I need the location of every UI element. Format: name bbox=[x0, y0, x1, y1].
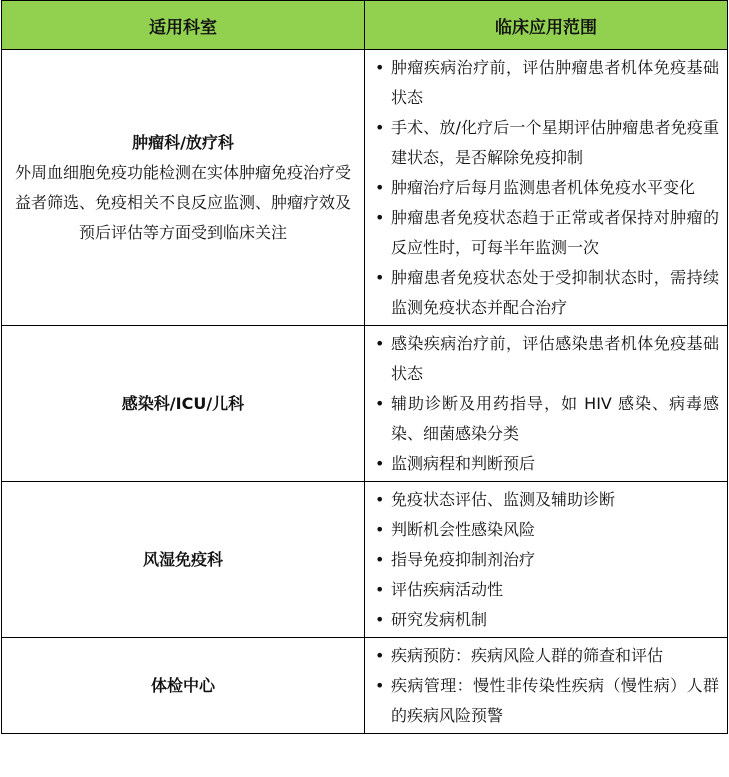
scope-item: • 肿瘤患者免疫状态处于受抑制状态时，需持续监测免疫状态并配合治疗 bbox=[373, 263, 719, 323]
department-cell bbox=[2, 638, 365, 734]
scope-item: • 评估疾病活动性 bbox=[373, 575, 719, 605]
department-cell bbox=[2, 50, 365, 326]
department-name: 体检中心 bbox=[150, 675, 215, 695]
scope-cell bbox=[365, 638, 728, 734]
scope-item: • 研究发病机制 bbox=[373, 605, 719, 635]
scope-item: • 免疫状态评估、监测及辅助诊断 bbox=[373, 485, 719, 515]
scope-cell bbox=[365, 326, 728, 482]
table-row bbox=[2, 50, 728, 326]
scope-list bbox=[373, 329, 719, 479]
scope-item: • 感染疾病治疗前，评估感染患者机体免疫基础状态 bbox=[373, 329, 719, 389]
scope-item: • 辅助诊断及用药指导，如 HIV 感染、病毒感染、细菌感染分类 bbox=[373, 389, 719, 449]
department-name: 肿瘤科/放疗科 bbox=[132, 132, 234, 152]
scope-item: • 手术、放/化疗后一个星期评估肿瘤患者免疫重建状态，是否解除免疫抑制 bbox=[373, 113, 719, 173]
department-cell bbox=[2, 482, 365, 638]
header-scope: 临床应用范围 bbox=[365, 1, 728, 50]
clinical-application-table bbox=[1, 0, 728, 734]
scope-item: • 肿瘤治疗后每月监测患者机体免疫水平变化 bbox=[373, 173, 719, 203]
scope-item: • 监测病程和判断预后 bbox=[373, 449, 719, 479]
department-name: 风湿免疫科 bbox=[142, 549, 223, 569]
table-row bbox=[2, 638, 728, 734]
table-row bbox=[2, 482, 728, 638]
scope-item: • 疾病管理：慢性非传染性疾病（慢性病）人群的疾病风险预警 bbox=[373, 671, 719, 731]
scope-item: • 肿瘤疾病治疗前，评估肿瘤患者机体免疫基础状态 bbox=[373, 53, 719, 113]
scope-item: • 指导免疫抑制剂治疗 bbox=[373, 545, 719, 575]
scope-item: • 判断机会性感染风险 bbox=[373, 515, 719, 545]
table-header-row bbox=[2, 1, 728, 50]
header-department: 适用科室 bbox=[2, 1, 365, 50]
scope-list bbox=[373, 485, 719, 635]
department-note: 外周血细胞免疫功能检测在实体肿瘤免疫治疗受益者筛选、免疫相关不良反应监测、肿瘤疗效及预后评估等方面受到临床关注 bbox=[14, 162, 351, 242]
scope-item: • 疾病预防：疾病风险人群的筛查和评估 bbox=[373, 641, 719, 671]
scope-item: • 肿瘤患者免疫状态趋于正常或者保持对肿瘤的反应性时，可每半年监测一次 bbox=[373, 203, 719, 263]
scope-list bbox=[373, 53, 719, 323]
department-cell bbox=[2, 326, 365, 482]
scope-cell bbox=[365, 482, 728, 638]
scope-list bbox=[373, 641, 719, 731]
department-name: 感染科/ICU/儿科 bbox=[121, 393, 245, 413]
scope-cell bbox=[365, 50, 728, 326]
table-row bbox=[2, 326, 728, 482]
